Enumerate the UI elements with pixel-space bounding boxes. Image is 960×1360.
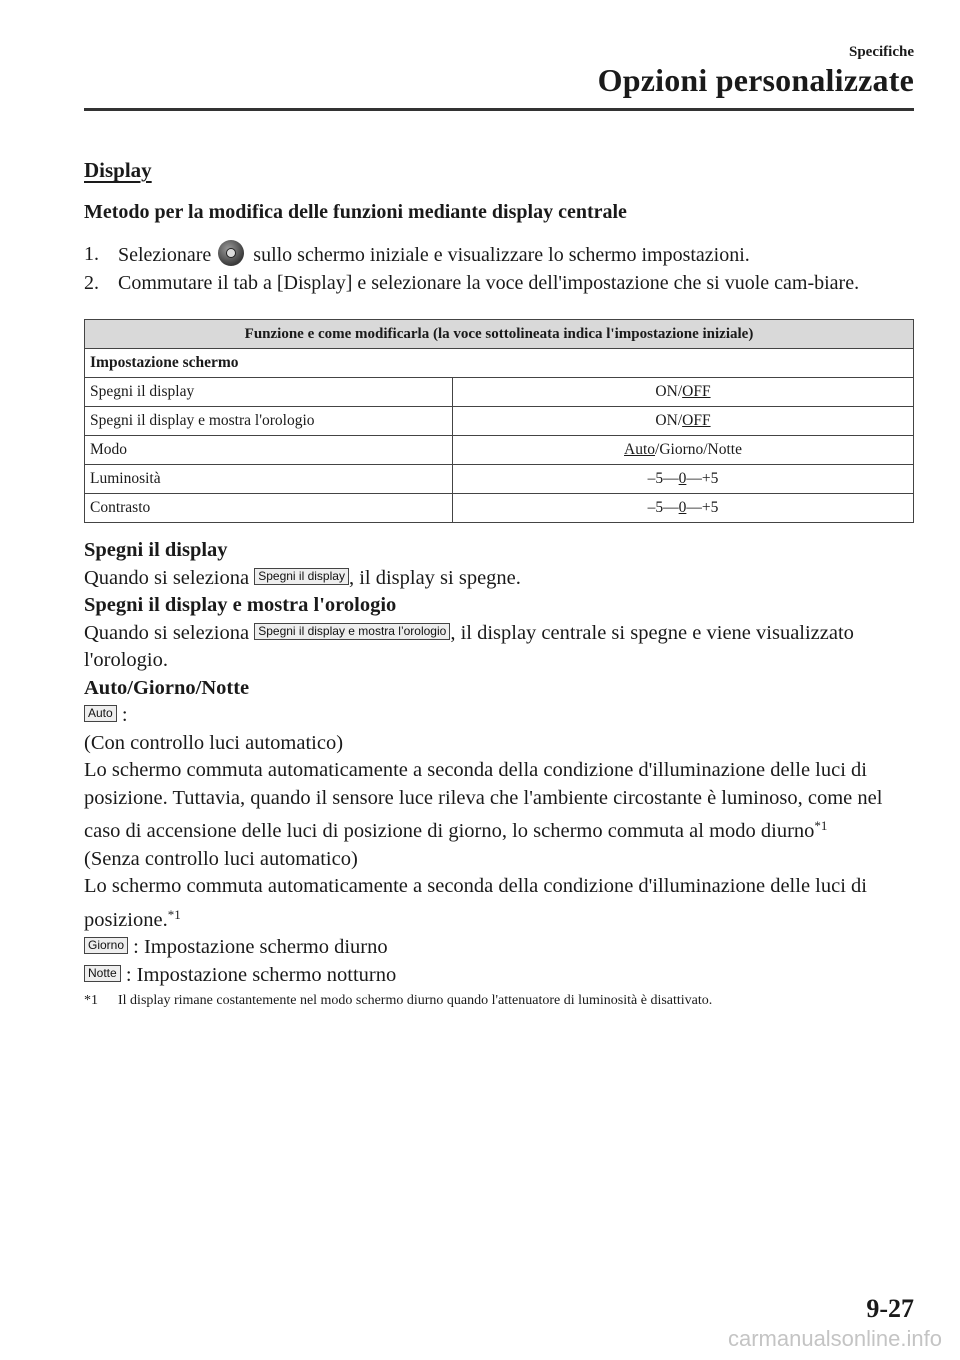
- auto-paragraph-2: [84, 757, 914, 846]
- value-cell: [453, 436, 914, 465]
- footnote: [84, 991, 914, 1011]
- function-cell: Spegni il display: [85, 378, 453, 407]
- table-row: [85, 407, 914, 436]
- steps-list: [84, 240, 914, 297]
- value-cell: [453, 494, 914, 523]
- value-separator: /: [677, 383, 683, 400]
- auto-paragraph-3: (Senza controllo luci automatico): [84, 847, 358, 870]
- paragraph-spegni: [84, 565, 914, 593]
- value-cell: [453, 378, 914, 407]
- value-option: ON: [655, 412, 678, 429]
- step-text: Commutare il tab a [Display] e selezionare la voce dell'impostazione che si vuole cam-biare.: [118, 272, 860, 294]
- value-default: 0: [678, 470, 687, 487]
- auto-button-glyph: Auto: [84, 705, 117, 722]
- text: Lo schermo commuta automaticamente a seconda della condizione d'illuminazione delle luci di posizione.: [84, 875, 867, 931]
- function-cell: Modo: [85, 436, 453, 465]
- table-header: Funzione e come modificarla (la voce sottolineata indica l'impostazione iniziale): [85, 320, 914, 349]
- gear-icon: [218, 240, 244, 266]
- table-row: [85, 494, 914, 523]
- page-content: [84, 158, 914, 1011]
- step-text-after: sullo schermo iniziale e visualizzare lo schermo impostazioni.: [253, 244, 750, 266]
- function-cell: Spegni il display e mostra l'orologio: [85, 407, 453, 436]
- procedure-heading: Metodo per la modifica delle funzioni mediante display centrale: [84, 201, 627, 223]
- value-max: —+5: [686, 499, 719, 516]
- auto-line: [84, 702, 914, 730]
- table-row: [85, 465, 914, 494]
- auto-paragraph-4: [84, 873, 914, 934]
- value-cell: [453, 465, 914, 494]
- value-max: —+5: [686, 470, 719, 487]
- footnote-text: Il display rimane costantemente nel modo schermo diurno quando l'attenuatore di luminosità è disattivato.: [118, 993, 713, 1008]
- notte-button-glyph: Notte: [84, 965, 121, 982]
- table-category: Impostazione schermo: [85, 349, 914, 378]
- heading-modo: Auto/Giorno/Notte: [84, 676, 250, 699]
- step-item: [84, 269, 914, 297]
- giorno-line: [84, 934, 914, 962]
- value-min: –5—: [647, 470, 679, 487]
- text: : Impostazione schermo notturno: [125, 963, 397, 986]
- text: : Impostazione schermo diurno: [133, 936, 388, 958]
- step-text-before: Selezionare: [118, 244, 212, 266]
- function-cell: Contrasto: [85, 494, 453, 523]
- spegni-orologio-button-glyph: Spegni il display e mostra l’orologio: [254, 623, 450, 640]
- step-item: [84, 240, 914, 269]
- value-min: –5—: [647, 499, 679, 516]
- function-cell: Luminosità: [85, 465, 453, 494]
- notte-line: [84, 962, 914, 990]
- text: Quando si seleziona: [84, 621, 250, 644]
- page-title: Opzioni personalizzate: [597, 62, 914, 98]
- value-cell: [453, 407, 914, 436]
- paragraph-orologio: [84, 620, 914, 675]
- value-default: Auto: [624, 441, 656, 458]
- value-default: OFF: [682, 383, 711, 400]
- auto-paragraph-1: (Con controllo luci automatico): [84, 731, 344, 754]
- footnote-mark: *1: [84, 993, 98, 1008]
- table-row: [85, 436, 914, 465]
- heading-spegni: Spegni il display: [84, 539, 228, 561]
- footnote-ref: *1: [814, 818, 828, 833]
- text: Lo schermo commuta automaticamente a seconda della condizione d'illuminazione delle luci di posizione. Tuttavia, quando il sensore luce rileva che l'ambiente circostante è luminoso, come nel caso di accensione delle luci di posizione di giorno, lo schermo commuta al modo diurno: [84, 759, 883, 842]
- heading-orologio: Spegni il display e mostra l'orologio: [84, 594, 397, 616]
- header-rule: [84, 108, 914, 111]
- spegni-display-button-glyph: Spegni il display: [254, 568, 349, 585]
- value-separator: /: [677, 412, 683, 429]
- step-number: 2.: [84, 272, 99, 294]
- value-options: /Giorno/Notte: [655, 441, 742, 458]
- text: Quando si seleziona: [84, 566, 250, 589]
- header-section-label: Specifiche: [849, 44, 914, 60]
- value-option: ON: [655, 383, 678, 400]
- text: , il display centrale si spegne e viene visualizzato l'orologio.: [84, 621, 854, 671]
- page-number: 9-27: [866, 1294, 914, 1323]
- body-text: [84, 537, 914, 989]
- text: :: [121, 704, 128, 726]
- settings-table: [84, 319, 914, 523]
- value-default: 0: [678, 499, 687, 516]
- value-default: OFF: [682, 412, 711, 429]
- section-heading: Display: [84, 158, 152, 182]
- table-row: [85, 378, 914, 407]
- giorno-button-glyph: Giorno: [84, 937, 128, 954]
- watermark: carmanualsonline.info: [727, 1326, 942, 1351]
- footnote-ref: *1: [167, 906, 181, 922]
- step-number: 1.: [84, 243, 99, 265]
- text: , il display si spegne.: [348, 566, 521, 589]
